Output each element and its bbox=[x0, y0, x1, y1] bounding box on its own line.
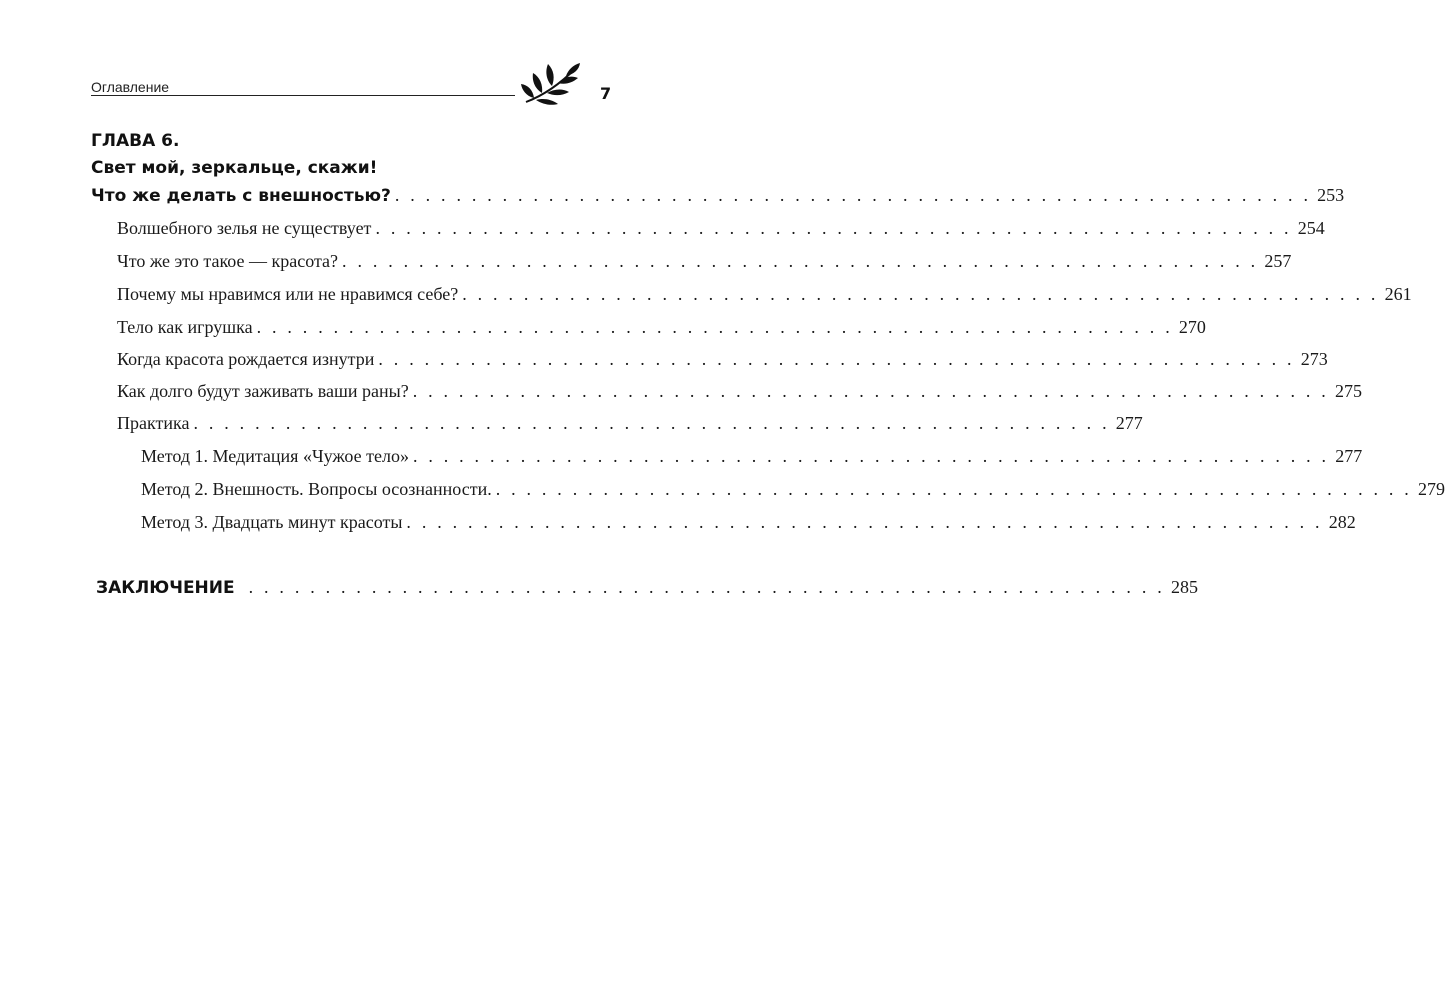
toc-entry-page: 277 bbox=[1335, 446, 1363, 466]
dot-leader: . . . . . . . . . . . . . . . . . . . . . . . . . . . . . . . . . . . . . . . . . . . . . . . . . . . . . . . . . . . . bbox=[412, 446, 1330, 466]
toc-entry-label: Тело как игрушка bbox=[117, 317, 253, 337]
dot-leader: . . . . . . . . . . . . . . . . . . . . . . . . . . . . . . . . . . . . . . . . . . . . . . . . . . . . . . . . . . . . bbox=[406, 512, 1323, 532]
toc-entry-label: Метод 1. Медитация «Чужое тело» bbox=[141, 446, 409, 466]
toc-entry-page: 275 bbox=[1335, 381, 1362, 401]
page-number: 7 bbox=[600, 84, 612, 103]
toc-section-row[interactable] bbox=[117, 381, 1362, 401]
dot-leader: . . . . . . . . . . . . . . . . . . . . . . . . . . . . . . . . . . . . . . . . . . . . . . . . . . . . . . . . . . . . bbox=[342, 251, 1259, 271]
toc-entry-page: 254 bbox=[1297, 218, 1325, 238]
header-rule bbox=[91, 95, 515, 96]
leaf-sprig-icon bbox=[520, 60, 582, 110]
toc-entry-page: 257 bbox=[1264, 251, 1292, 271]
toc-method-row[interactable] bbox=[141, 479, 1445, 499]
dot-leader: . . . . . . . . . . . . . . . . . . . . . . . . . . . . . . . . . . . . . . . . . . . . . . . . . . . . . . . . . . . . bbox=[193, 413, 1110, 433]
toc-entry-label: Метод 3. Двадцать минут красоты bbox=[141, 512, 403, 532]
toc-section-row[interactable] bbox=[117, 251, 1292, 271]
toc-chapter-title-row[interactable] bbox=[91, 185, 1345, 206]
chapter-heading: ГЛАВА 6. bbox=[91, 131, 180, 151]
toc-entry-label: Почему мы нравимся или не нравимся себе? bbox=[117, 284, 459, 304]
toc-entry-page: 253 bbox=[1317, 185, 1345, 205]
toc-method-row[interactable] bbox=[141, 446, 1363, 466]
toc-entry-page: 279 bbox=[1418, 479, 1445, 499]
toc-entry-label: Когда красота рождается изнутри bbox=[117, 349, 375, 369]
toc-section-row[interactable] bbox=[117, 413, 1143, 433]
toc-entry-page: 282 bbox=[1328, 512, 1356, 532]
toc-method-row[interactable] bbox=[141, 512, 1356, 532]
toc-section-row[interactable] bbox=[117, 317, 1206, 337]
toc-entry-label: Что же делать с внешностью? bbox=[91, 186, 391, 206]
dot-leader: . . . . . . . . . . . . . . . . . . . . . . . . . . . . . . . . . . . . . . . . . . . . . . . . . . . . . . . . . . . . bbox=[375, 218, 1292, 238]
toc-section-row[interactable] bbox=[117, 349, 1328, 369]
toc-entry-page: 273 bbox=[1300, 349, 1328, 369]
chapter-subtitle: Свет мой, зеркальце, скажи! bbox=[91, 158, 378, 178]
toc-entry-page: 285 bbox=[1170, 577, 1198, 597]
dot-leader: . . . . . . . . . . . . . . . . . . . . . . . . . . . . . . . . . . . . . . . . . . . . . . . . . . . . . . . . . . . . bbox=[412, 381, 1329, 401]
toc-entry-label: Как долго будут заживать ваши раны? bbox=[117, 381, 409, 401]
dot-leader: . . . . . . . . . . . . . . . . . . . . . . . . . . . . . . . . . . . . . . . . . . . . . . . . . . . . . . . . . . . . bbox=[248, 577, 1165, 597]
toc-entry-label: Волшебного зелья не существует bbox=[117, 218, 372, 238]
dot-leader: . . . . . . . . . . . . . . . . . . . . . . . . . . . . . . . . . . . . . . . . . . . . . . . . . . . . . . . . . . . . bbox=[462, 284, 1379, 304]
toc-entry-page: 277 bbox=[1115, 413, 1143, 433]
dot-leader: . . . . . . . . . . . . . . . . . . . . . . . . . . . . . . . . . . . . . . . . . . . . . . . . . . . . . . . . . . . . bbox=[495, 479, 1413, 499]
dot-leader: . . . . . . . . . . . . . . . . . . . . . . . . . . . . . . . . . . . . . . . . . . . . . . . . . . . . . . . . . . . . bbox=[394, 185, 1312, 205]
toc-section-row[interactable] bbox=[117, 284, 1412, 304]
dot-leader: . . . . . . . . . . . . . . . . . . . . . . . . . . . . . . . . . . . . . . . . . . . . . . . . . . . . . . . . . . . . bbox=[378, 349, 1295, 369]
toc-entry-page: 270 bbox=[1178, 317, 1206, 337]
toc-entry-label: Что же это такое — красота? bbox=[117, 251, 339, 271]
toc-entry-label: Метод 2. Внешность. Вопросы осознанности. bbox=[141, 479, 492, 499]
toc-conclusion-row[interactable] bbox=[96, 577, 1198, 598]
running-header-title: Оглавление bbox=[91, 79, 170, 95]
toc-entry-label: Практика bbox=[117, 413, 190, 433]
dot-leader: . . . . . . . . . . . . . . . . . . . . . . . . . . . . . . . . . . . . . . . . . . . . . . . . . . . . . . . . . . . . bbox=[256, 317, 1173, 337]
toc-entry-label: ЗАКЛЮЧЕНИЕ bbox=[96, 578, 235, 598]
toc-section-row[interactable] bbox=[117, 218, 1325, 238]
toc-entry-page: 261 bbox=[1384, 284, 1412, 304]
